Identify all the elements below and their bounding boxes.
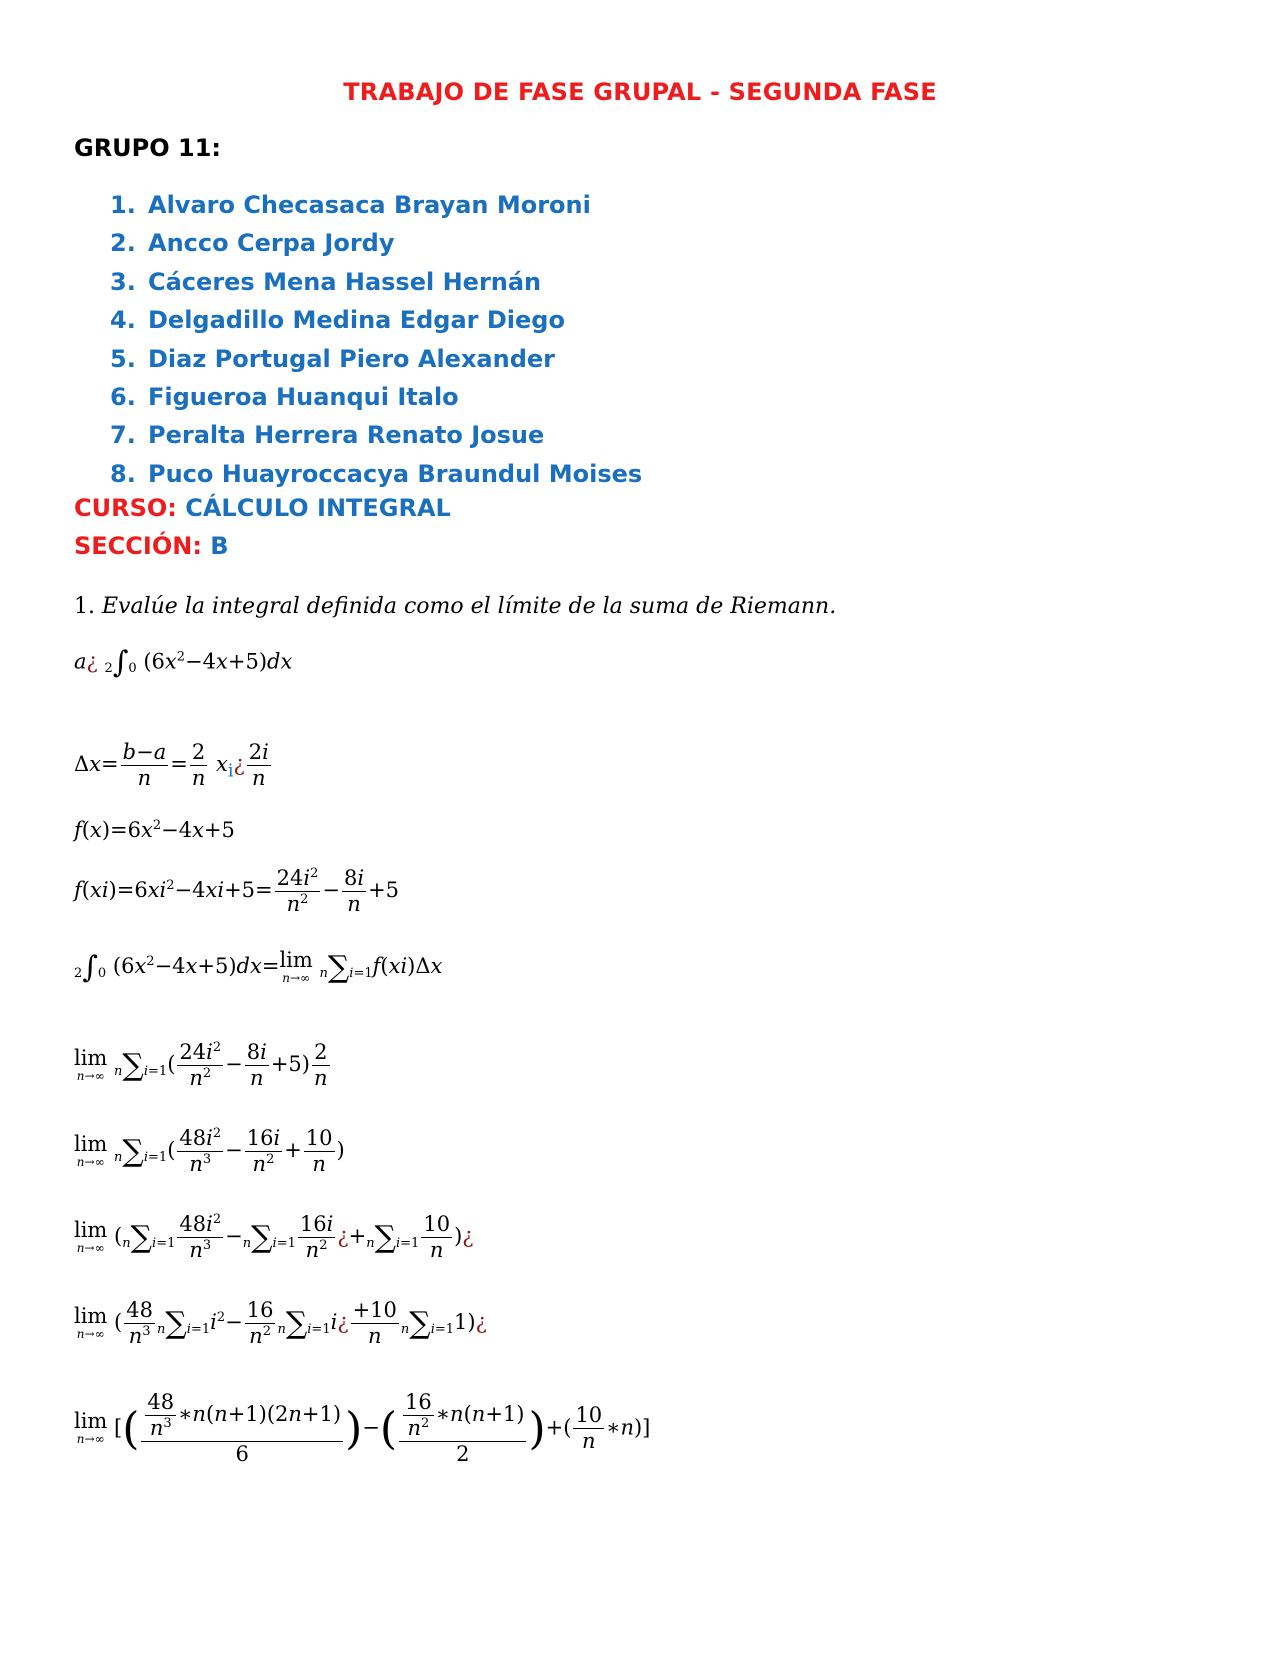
group-label: GRUPO 11: xyxy=(74,134,222,162)
list-item: 1. Alvaro Checasaca Brayan Moroni xyxy=(110,191,591,219)
equation-a: a¿ 2∫0 $(6x^2-4x+5)dx$ xyxy=(74,645,293,680)
equation-fxi: $f(xi)=6xi^2-4xi+5=$ $\frac{24i^2}{n^2}$ − $\frac{8i}{n}$ +5 xyxy=(74,866,400,917)
member-list xyxy=(110,186,642,493)
section-line: SECCIÓN: B xyxy=(74,532,229,560)
list-item: 4. Delgadillo Medina Edgar Diego xyxy=(110,306,565,335)
list-item: 3. Cáceres Mena Hassel Hernán xyxy=(110,267,542,296)
list-item: 5. Diaz Portugal Piero Alexander xyxy=(110,344,556,373)
equation-step-2: lim n→∞ n∑i=1( $\frac{48i^2}{n^3}$ − $\frac{16i}{n^2}$ + $\frac{10}{n}$ ) xyxy=(74,1126,345,1177)
equation-step-3: lim n→∞ (n∑i=1 $\frac{48i^2}{n^3}$ −n∑i=1 $\frac{16i}{n^2}$ ¿+n∑i=1 $\frac{10}{n}$ )¿ xyxy=(74,1212,474,1263)
page-title: TRABAJO DE FASE GRUPAL - SEGUNDA FASE xyxy=(343,78,937,106)
equation-integral-limit: 2∫0 $(6x^2-4x+5)dx=$ lim n→∞ n∑i=1f(xi)Δx xyxy=(74,948,443,985)
course-line: CURSO: CÁLCULO INTEGRAL xyxy=(74,494,451,522)
equation-fx: $f(x)=6x^2-4x+5$ xyxy=(74,818,235,842)
equation-delta-x: Δx= $\frac{b-a}{n}$ = $\frac{2}{n}$ $x_i¿$ $\frac{2i}{n}$ xyxy=(74,740,269,791)
question-text: 1. Evalúe la integral definida como el límite de la suma de Riemann. xyxy=(74,594,837,619)
equation-step-4: lim n→∞ ( $\frac{48}{n^3}$ $n\sum i=1i^2-$ $\frac{16}{n^2}$ n∑i=1i¿ $\frac{+10}{n}$ n∑i=11)¿ xyxy=(74,1298,487,1349)
list-item: 6. Figueroa Huanqui Italo xyxy=(110,382,459,411)
equation-step-5: lim n→∞ [( $\frac{48}{n^3}$ ∗n(n+1)(2n+1) 6 )−( $\frac{16}{n^2}$ ∗n(n+1) 2 )+( $\frac{10}{n}$ ∗n)] xyxy=(74,1390,651,1467)
list-item: 2. Ancco Cerpa Jordy xyxy=(110,229,395,258)
equation-step-1: lim n→∞ n∑i=1( $\frac{24i^2}{n^2}$ − $\frac{8i}{n}$ +5) $\frac{2}{n}$ xyxy=(74,1040,328,1091)
list-item: 8. Puco Huayroccacya Braundul Moises xyxy=(110,459,643,488)
list-item: 7. Peralta Herrera Renato Josue xyxy=(110,421,545,450)
